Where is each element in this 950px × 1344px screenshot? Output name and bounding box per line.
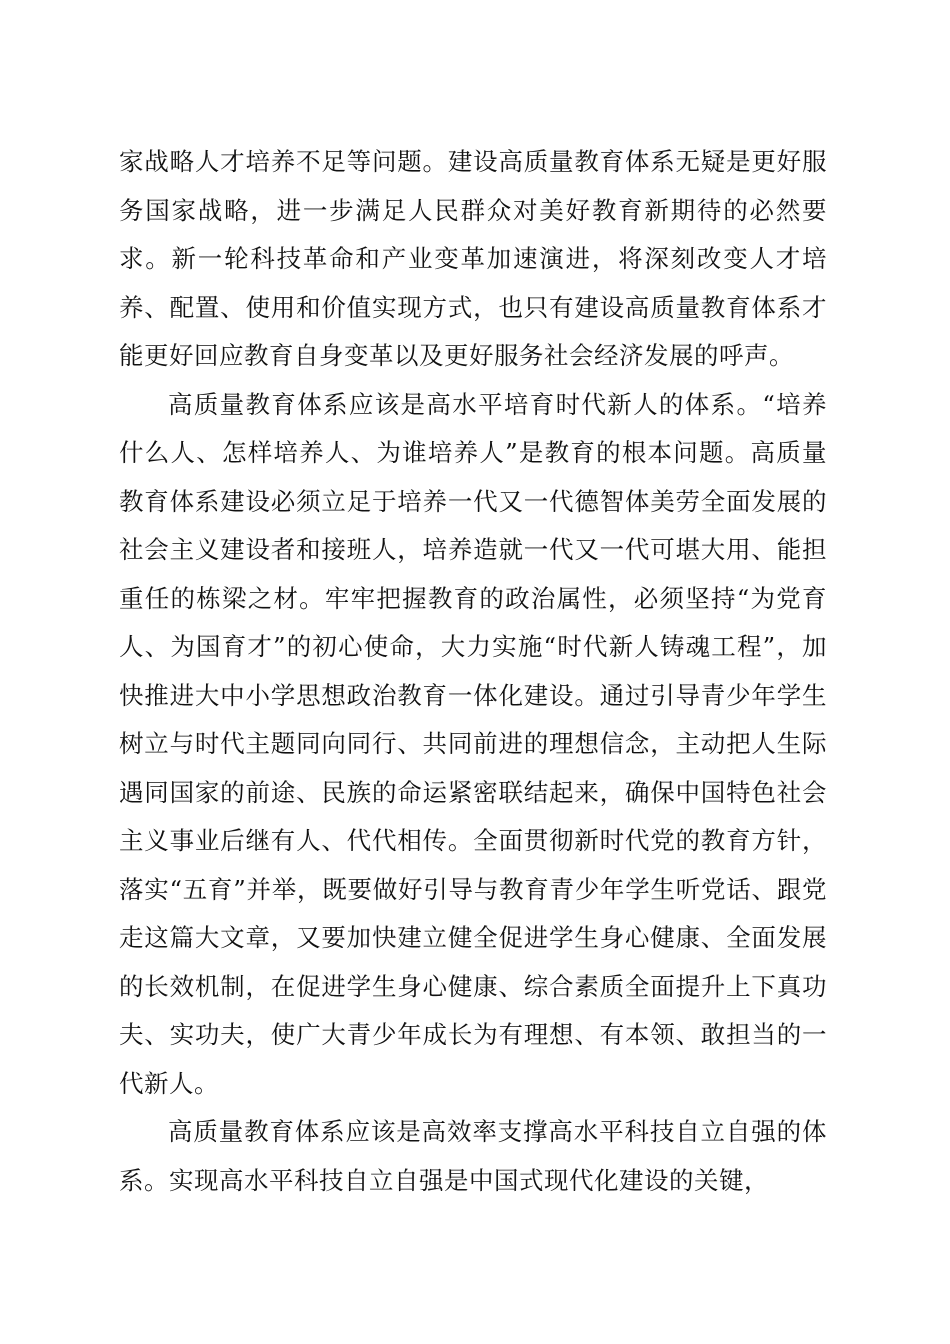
paragraph-2: 高质量教育体系应该是高水平培育时代新人的体系。“培养什么人、怎样培养人、为谁培养人”是教育的根本问题。高质量教育体系建设必须立足于培养一代又一代德智体美劳全面发展的社会主义建设者和接班人，培养造就一代又一代可堪大用、能担重任的栋梁之材。牢牢把握教育的政治属性，必须坚持“为党育人、为国育才”的初心使命，大力实施“时代新人铸魂工程”，加快推进大中小学思想政治教育一体化建设。通过引导青少年学生树立与时代主题同向同行、共同前进的理想信念，主动把人生际遇同国家的前途、民族的命运紧密联结起来，确保中国特色社会主义事业后继有人、代代相传。全面贯彻新时代党的教育方针，落实“五育”并举，既要做好引导与教育青少年学生听党话、跟党走这篇大文章，又要加快建立健全促进学生身心健康、全面发展的长效机制，在促进学生身心健康、综合素质全面提升上下真功夫、实功夫，使广大青少年成长为有理想、有本领、敢担当的一代新人。	[119, 389, 827, 1098]
body-text	[119, 138, 827, 1205]
paragraph-3: 高质量教育体系应该是高效率支撑高水平科技自立自强的体系。实现高水平科技自立自强是中国式现代化建设的关键，	[119, 1117, 827, 1195]
paragraph-1: 家战略人才培养不足等问题。建设高质量教育体系无疑是更好服务国家战略，进一步满足人民群众对美好教育新期待的必然要求。新一轮科技革命和产业变革加速演进，将深刻改变人才培养、配置、使用和价值实现方式，也只有建设高质量教育体系才能更好回应教育自身变革以及更好服务社会经济发展的呼声。	[119, 147, 827, 370]
